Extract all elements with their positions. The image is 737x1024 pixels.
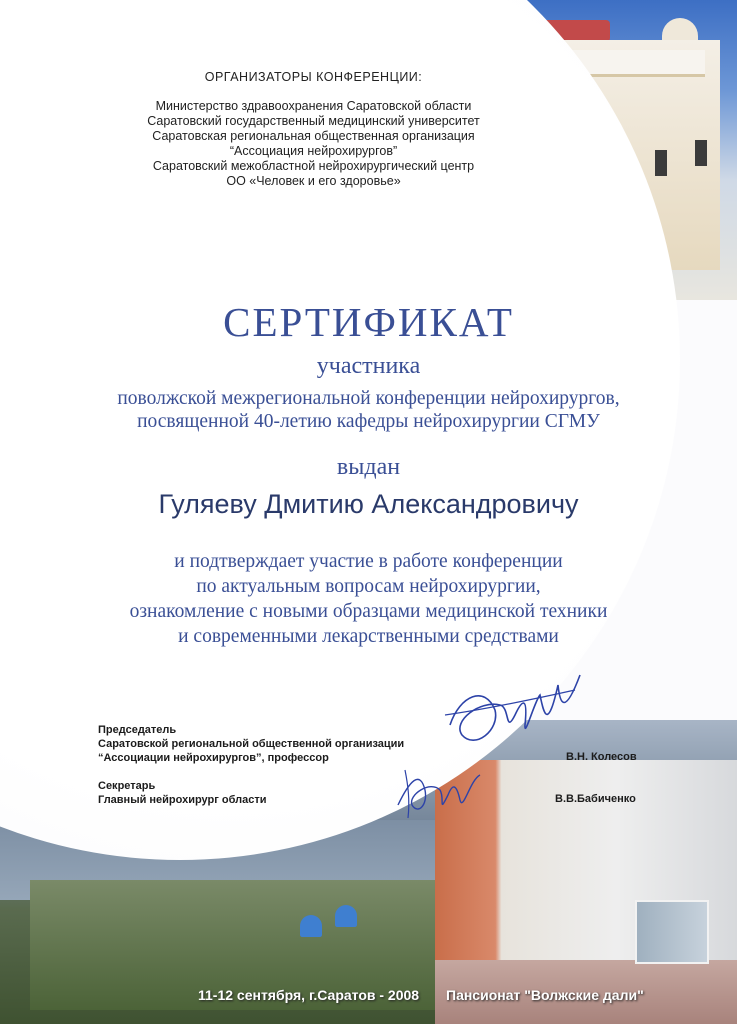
certificate-title: СЕРТИФИКАТ: [223, 299, 514, 345]
organizer-line: Министерство здравоохранения Саратовской области: [155, 99, 472, 113]
organizer-line: Саратовский межобластной нейрохирургический центр: [152, 159, 475, 173]
conference-line-2: посвященной 40-летию кафедры нейрохирургии СГМУ: [137, 411, 600, 432]
glass-door: [635, 900, 709, 964]
confirm-line: и подтверждает участие в работе конференции: [174, 551, 563, 572]
confirm-line: ознакомление с новыми образцами медицинской техники: [129, 601, 608, 622]
organizer-line: ОО «Человек и его здоровье»: [226, 174, 401, 188]
organizers-list: [0, 99, 737, 189]
church-dome: [335, 905, 357, 927]
confirm-line: и современными лекарственными средствами: [178, 626, 559, 647]
chairman-signature: [440, 655, 590, 755]
footer-date-place: 11-12 сентября, г.Саратов - 2008: [198, 987, 420, 1003]
secretary-block: [98, 779, 267, 807]
chairman-name: В.Н. Колесов: [566, 751, 637, 763]
organizer-line: “Ассоциация нейрохирургов”: [229, 144, 398, 158]
footer-venue: Пансионат "Волжские дали": [446, 987, 644, 1003]
recipient-name: Гуляеву Дмитию Александровичу: [158, 489, 579, 519]
certificate-subtitle: участника: [316, 353, 421, 379]
issued-label: выдан: [336, 454, 401, 480]
secretary-line: Секретарь: [98, 780, 156, 792]
secretary-line: Главный нейрохирург области: [98, 794, 267, 806]
chairman-line: Председатель: [98, 724, 177, 736]
secretary-name: В.В.Бабиченко: [555, 793, 636, 805]
organizer-line: Саратовская региональная общественная организация: [152, 129, 475, 143]
secretary-signature: [390, 760, 500, 830]
chairman-line: Саратовской региональной общественной организации: [98, 738, 405, 750]
church-dome: [300, 915, 322, 937]
conference-line-1: поволжской межрегиональной конференции нейрохирургов,: [117, 388, 620, 409]
confirm-line: по актуальным вопросам нейрохирургии,: [196, 576, 541, 597]
organizer-line: Саратовский государственный медицинский университет: [147, 114, 480, 128]
chairman-block: [98, 723, 404, 765]
chairman-line: “Ассоциации нейрохирургов”, профессор: [98, 752, 329, 764]
organizers-heading: ОРГАНИЗАТОРЫ КОНФЕРЕНЦИИ:: [204, 70, 423, 84]
